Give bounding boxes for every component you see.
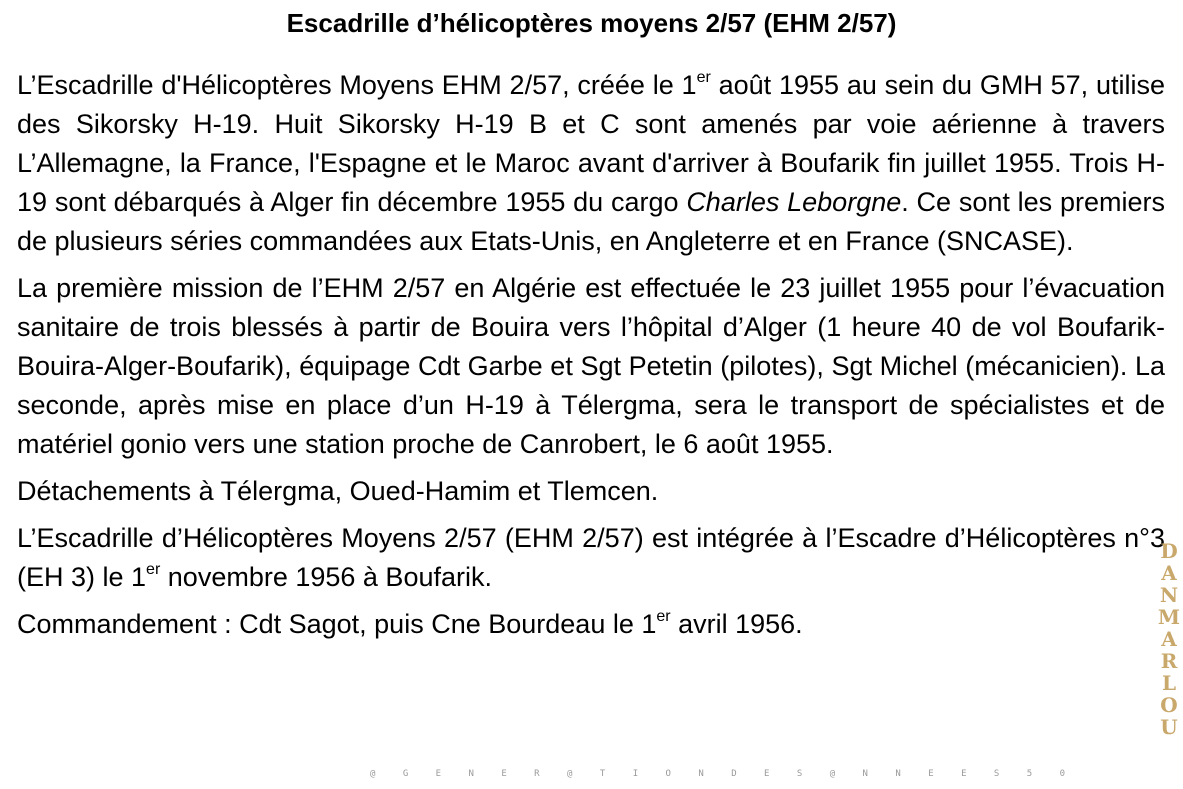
paragraph-creation-part-a: L’Escadrille d'Hélicoptères Moyens EHM 2/57, créée le 1 (17, 70, 697, 100)
paragraph-detachments: Détachements à Télergma, Oued-Hamim et Tlemcen. (17, 476, 659, 506)
ship-name: Charles Leborgne (686, 187, 902, 217)
paragraph-creation-part-b: août 1955 au sein du GMH 57, utilise des Sikorsky H-19. Huit Sikorsky H-19 B et C sont amenés par voie aérienne à travers L’Allemagne, la France, l'Espagne et le Maroc avant d'arriver à Boufarik fin juillet 1955. Trois H-19 sont débarqués à Alger fin décembre 1955 du cargo (17, 70, 1166, 217)
ordinal-superscript: er (146, 561, 161, 578)
paragraph-integration (17, 519, 1165, 597)
paragraph-first-mission: La première mission de l’EHM 2/57 en Algérie est effectuée le 23 juillet 1955 pour l’évacuation sanitaire de trois blessés à partir de Bouira vers l’hôpital d’Alger (1 heure 40 de vol Boufarik-Bouira-Alger-Boufarik), équipage Cdt Garbe et Sgt Petetin (pilotes), Sgt Michel (mécanicien). La seconde, après mise en place d’un H-19 à Télergma, sera le transport de spécialistes et de matériel gonio vers une station proche de Canrobert, le 6 août 1955. (17, 273, 1165, 459)
paragraph-creation-part-c: . Ce sont les premiers de plusieurs séries commandées aux Etats-Unis, en Angleterre et en France (SNCASE). (17, 187, 1165, 256)
paragraph-command-part-b: avril 1956. (670, 609, 803, 639)
paragraph-integration-part-a: L’Escadrille d’Hélicoptères Moyens 2/57 (EHM 2/57) est intégrée à l’Escadre d’Hélicoptères n°3 (EH 3) le 1 (17, 523, 1165, 592)
paragraph-command (17, 605, 1165, 644)
document-title: Escadrille d’hélicoptères moyens 2/57 (EHM 2/57) (286, 8, 897, 38)
paragraph-command-part-a: Commandement : Cdt Sagot, puis Cne Bourdeau le 1 (17, 609, 657, 639)
document-body (17, 66, 1165, 652)
footer-watermark: @ G E N E R @ T I O N D E S @ N N E E S 5 0 (370, 769, 1076, 779)
ordinal-superscript: er (656, 608, 671, 625)
paragraph-creation (17, 66, 1165, 261)
watermark-danmarlou: DANMARLOU (1157, 539, 1181, 739)
ordinal-superscript: er (696, 69, 711, 86)
paragraph-integration-part-b: novembre 1956 à Boufarik. (160, 562, 492, 592)
